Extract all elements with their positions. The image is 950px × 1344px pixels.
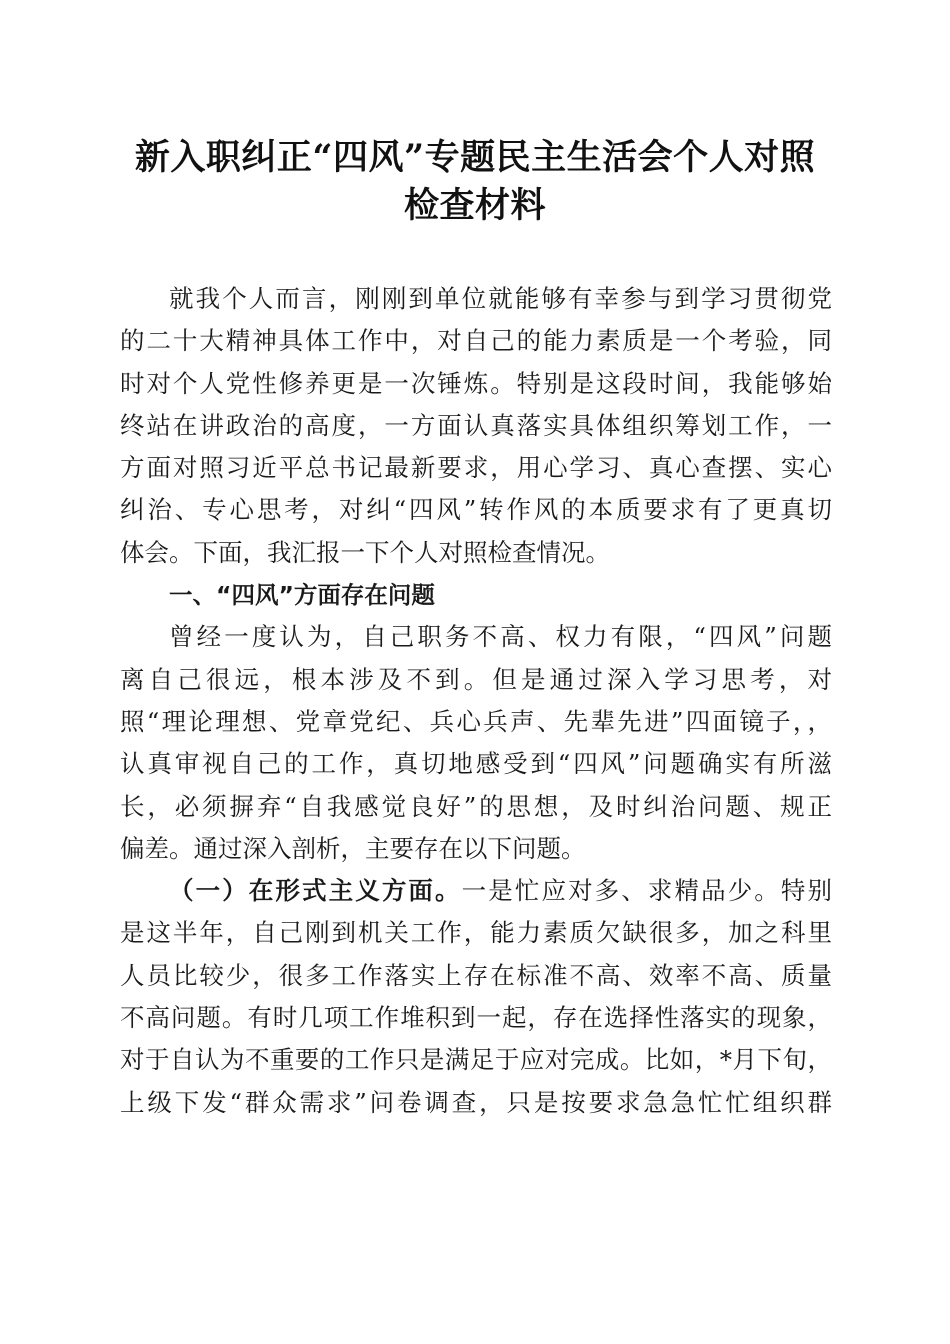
text-line: 离自己很远，根本涉及不到。但是通过深入学习思考，对 [120,664,832,694]
text-line: 上级下发“群众需求”问卷调查，只是按要求急急忙忙组织群 [120,1087,832,1117]
text-line: 照“理论理想、党章党纪、兵心兵声、先辈先进”四面镜子，， [120,706,832,736]
text-line: 方面对照习近平总书记最新要求，用心学习、真心查摆、实心 [120,453,832,483]
document-body [120,278,832,1124]
paragraph-intro [120,278,832,574]
text-line: 终站在讲政治的高度，一方面认真落实具体组织筹划工作，一 [120,410,832,440]
text-line: 人员比较少，很多工作落实上存在标准不高、效率不高、质量 [120,960,832,990]
text-line [120,870,832,912]
subsection-lead: （一）在形式主义方面。 [169,876,462,906]
text-line: 不高问题。有时几项工作堆积到一起，存在选择性落实的现象， [120,1003,832,1033]
document-title [100,134,850,230]
title-line-2: 检查材料 [403,185,546,226]
section-heading: 一、“四风”方面存在问题 [169,581,435,610]
text-line: 认真审视自己的工作，真切地感受到“四风”问题确实有所滋 [120,749,832,779]
text-line: 是这半年，自己刚到机关工作，能力素质欠缺很多，加之科里 [120,918,832,948]
text-line: 曾经一度认为，自己职务不高、权力有限，“四风”问题 [169,622,832,652]
text-line: 时对个人党性修养更是一次锤炼。特别是这段时间，我能够始 [120,368,832,398]
text-line: 长，必须摒弃“自我感觉良好”的思想，及时纠治问题、规正 [120,791,832,821]
paragraph-problems [120,616,832,870]
text-line: 体会。下面，我汇报一下个人对照检查情况。 [120,537,610,567]
text-line: 偏差。通过深入剖析，主要存在以下问题。 [120,833,586,863]
text-line: 就我个人而言，刚刚到单位就能够有幸参与到学习贯彻党 [169,284,832,313]
text-line: 的二十大精神具体工作中，对自己的能力素质是一个考验，同 [120,326,832,356]
title-line-1: 新入职纠正“四风”专题民主生活会个人对照 [134,137,816,178]
text-run: 一是忙应对多、求精品少。特别 [461,876,833,906]
text-line: 对于自认为不重要的工作只是满足于应对完成。比如，*月下旬， [120,1045,832,1075]
text-line: 纠治、专心思考，对纠“四风”转作风的本质要求有了更真切 [120,495,832,525]
paragraph-formalism [120,870,832,1124]
